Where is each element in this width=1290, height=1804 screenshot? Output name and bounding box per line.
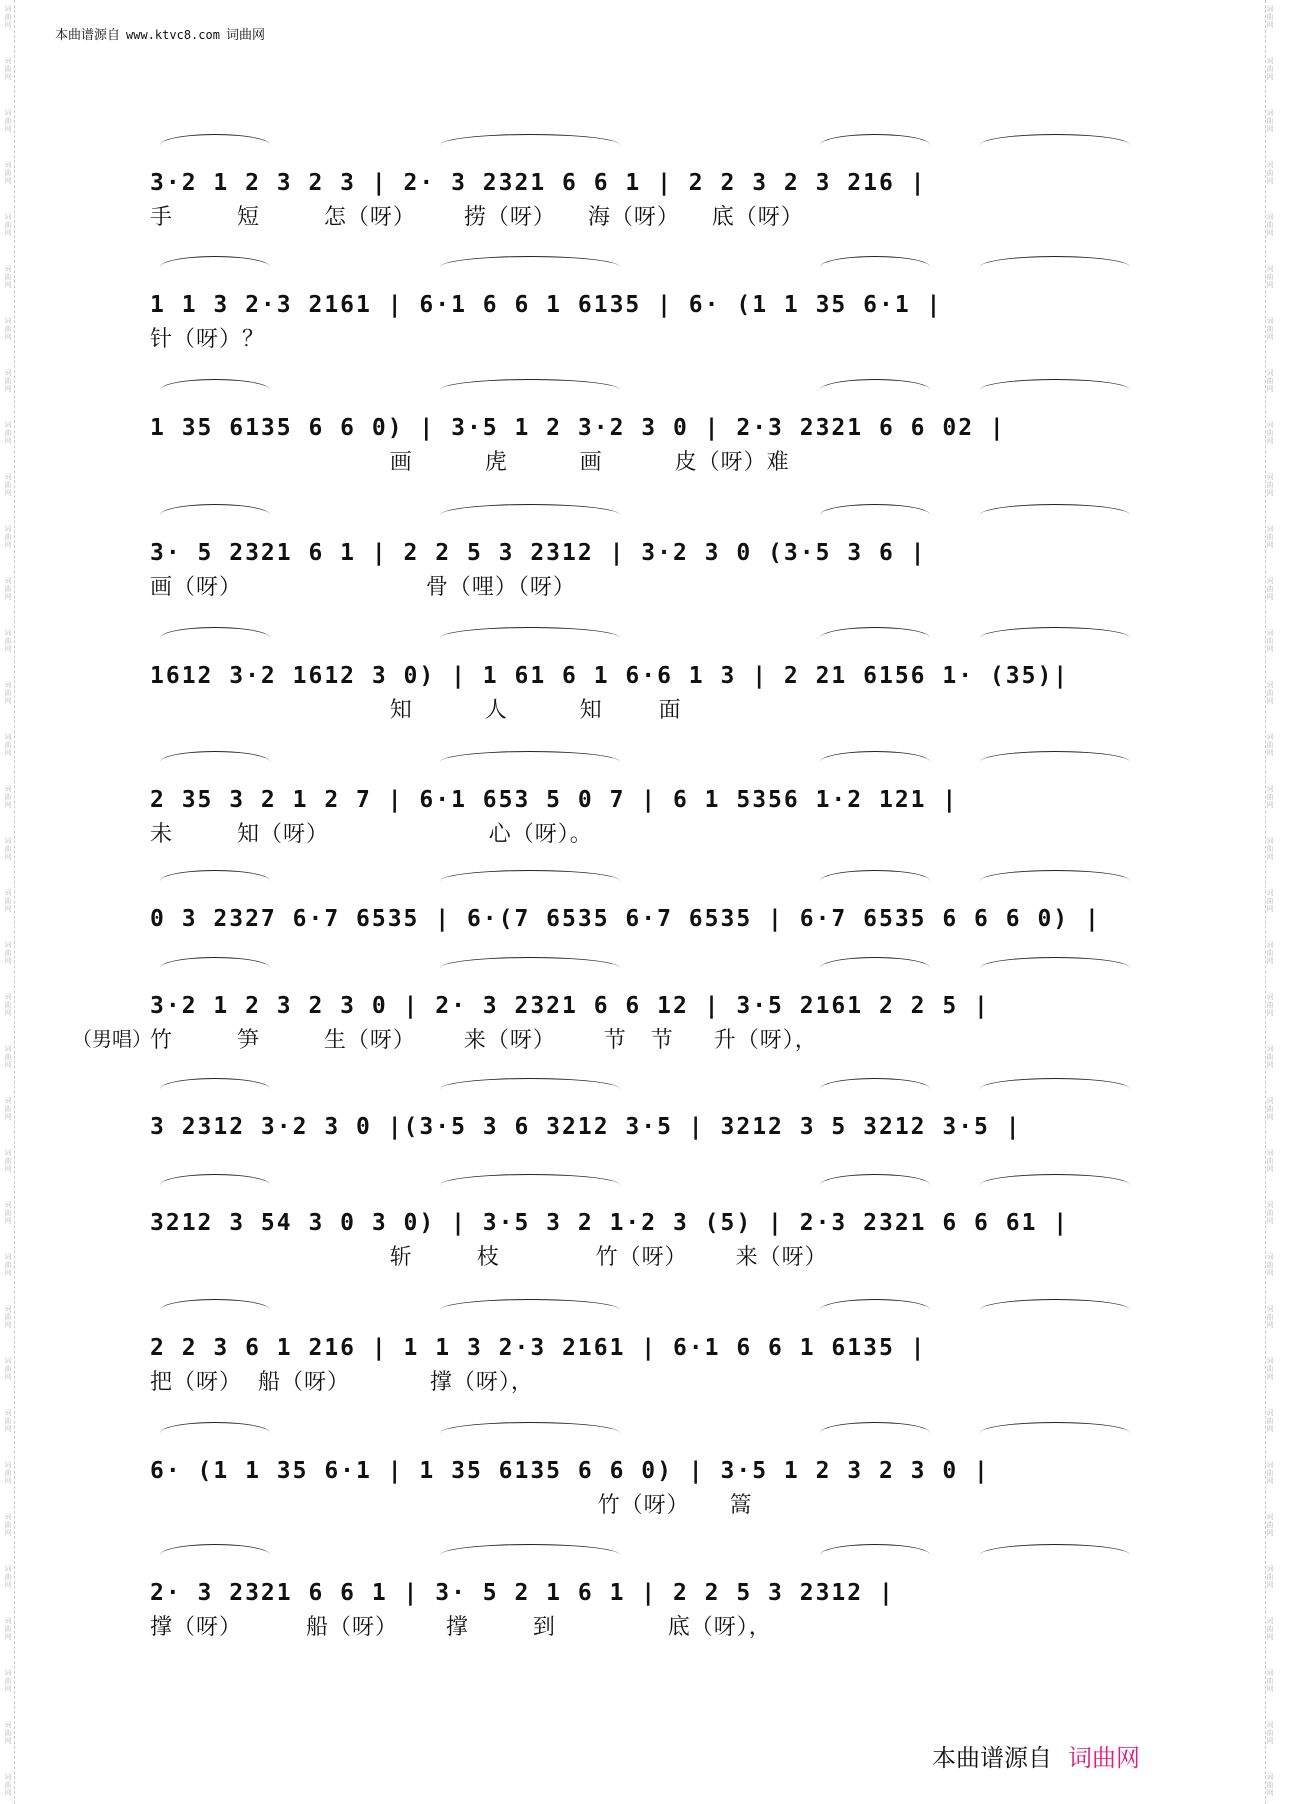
watermark-text: 词曲网 [4,421,12,445]
slur-mark [440,1299,620,1310]
watermark-text: 词曲网 [1266,733,1274,757]
slur-mark [980,751,1130,762]
slur-mark [820,379,930,390]
watermark-text: 词曲网 [1266,1513,1274,1537]
slur-mark [820,504,930,515]
watermark-text: 词曲网 [4,941,12,965]
notation-line: 0 3 2327 6·7 6535 | 6·(7 6535 6·7 6535 | 6·7 6535 6 6 6 0) | [150,906,1101,932]
watermark-text: 词曲网 [1266,525,1274,549]
watermark-text: 词曲网 [1266,369,1274,393]
watermark-text: 词曲网 [1266,1097,1274,1121]
score-system [100,385,1190,495]
watermark-text: 词曲网 [4,525,12,549]
watermark-text: 词曲网 [4,993,12,1017]
slur-mark [980,1299,1130,1310]
watermark-text: 词曲网 [1266,1045,1274,1069]
slur-mark [980,1544,1130,1555]
lyrics-line: 画 虎 画 皮（呀）难 [150,450,790,475]
watermark-text: 词曲网 [4,785,12,809]
watermark-text: 词曲网 [4,889,12,913]
slur-mark [440,1078,620,1089]
watermark-text: 词曲网 [1266,421,1274,445]
slur-mark [440,256,620,267]
footer-prefix: 本曲谱源自 [932,1744,1052,1772]
slur-mark [820,134,930,145]
lyrics-line: 未 知（呀） 心（呀）。 [150,822,593,847]
notation-line: 3 2312 3·2 3 0 |(3·5 3 6 3212 3·5 | 3212 3 5 3212 3·5 | [150,1114,1022,1140]
lyrics-line: 手 短 怎（呀） 捞（呀） 海（呀） 底（呀） [150,205,804,230]
watermark-text: 词曲网 [1266,1253,1274,1277]
watermark-text: 词曲网 [1266,1149,1274,1173]
watermark-text: 词曲网 [1266,1409,1274,1433]
score-system [100,633,1190,743]
slur-mark [160,627,270,638]
slur-mark [440,504,620,515]
watermark-text: 词曲网 [1266,57,1274,81]
watermark-text: 词曲网 [4,1253,12,1277]
watermark-text: 词曲网 [4,213,12,237]
slur-mark [980,627,1130,638]
lyrics-line: 撑（呀） 船（呀） 撑 到 底（呀）， [150,1615,772,1640]
slur-mark [440,751,620,762]
slur-mark [160,1422,270,1433]
watermark-text: 词曲网 [1266,1461,1274,1485]
slur-mark [440,870,620,881]
watermark-text: 词曲网 [1266,1305,1274,1329]
slur-mark [980,256,1130,267]
watermark-text: 词曲网 [1266,577,1274,601]
lyrics-line: 知 人 知 面 [150,698,682,723]
watermark-text: 词曲网 [1266,941,1274,965]
watermark-text: 词曲网 [4,733,12,757]
page-header [55,24,265,43]
score-system [100,1180,1190,1290]
watermark-text: 词曲网 [4,369,12,393]
watermark-text: 词曲网 [4,1149,12,1173]
slur-mark [160,134,270,145]
notation-line: 3·2 1 2 3 2 3 0 | 2· 3 2321 6 6 12 | 3·5 2161 2 2 5 | [150,993,990,1019]
notation-line: 3·2 1 2 3 2 3 | 2· 3 2321 6 6 1 | 2 2 3 2 3 216 | [150,170,927,196]
watermark-text: 词曲网 [4,109,12,133]
watermark-text: 词曲网 [1266,785,1274,809]
lyrics-line: 斩 枝 竹（呀） 来（呀） [150,1245,828,1270]
watermark-text: 词曲网 [1266,837,1274,861]
watermark-text: 词曲网 [1266,993,1274,1017]
notation-line: 1612 3·2 1612 3 0) | 1 61 6 1 6·6 1 3 | 2 21 6156 1· (35)| [150,663,1070,689]
watermark-text: 词曲网 [1266,681,1274,705]
watermark-text: 词曲网 [1266,1201,1274,1225]
watermark-text: 词曲网 [4,1409,12,1433]
notation-line: 6· (1 1 35 6·1 | 1 35 6135 6 6 0) | 3·5 1 2 3 2 3 0 | [150,1458,990,1484]
header-site[interactable]: 词曲网 [225,28,265,43]
slur-mark [820,256,930,267]
watermark-text: 词曲网 [4,265,12,289]
watermark-text: 词曲网 [1266,265,1274,289]
watermark-text: 词曲网 [4,161,12,185]
watermark-text: 词曲网 [4,577,12,601]
slur-mark [820,870,930,881]
watermark-text: 词曲网 [4,629,12,653]
watermark-text: 词曲网 [4,1201,12,1225]
watermark-text: 词曲网 [4,1097,12,1121]
slur-mark [820,1422,930,1433]
slur-mark [980,134,1130,145]
slur-mark [820,1544,930,1555]
watermark-text: 词曲网 [1266,1565,1274,1589]
score-system [100,262,1190,372]
watermark-text: 词曲网 [1266,1357,1274,1381]
score-system [100,757,1190,867]
watermark-text: 词曲网 [1266,109,1274,133]
slur-mark [440,379,620,390]
score-system [100,140,1190,250]
slur-mark [160,504,270,515]
slur-mark [160,1078,270,1089]
slur-mark [160,256,270,267]
score-system [100,1550,1190,1660]
notation-line: 2 2 3 6 1 216 | 1 1 3 2·3 2161 | 6·1 6 6 1 6135 | [150,1335,927,1361]
slur-mark [440,1544,620,1555]
watermark-text: 词曲网 [1266,629,1274,653]
watermark-text: 词曲网 [1266,1721,1274,1745]
watermark-text: 词曲网 [4,1721,12,1745]
header-url[interactable]: www.ktvc8.com [126,28,220,42]
watermark-text: 词曲网 [4,1357,12,1381]
slur-mark [820,1078,930,1089]
slur-mark [440,1422,620,1433]
watermark-text: 词曲网 [1266,1617,1274,1641]
watermark-text: 词曲网 [4,317,12,341]
footer-brand[interactable]: 词曲网 [1068,1744,1140,1772]
watermark-text: 词曲网 [1266,473,1274,497]
slur-mark [980,379,1130,390]
watermark-text: 词曲网 [1266,317,1274,341]
slur-mark [820,751,930,762]
watermark-text: 词曲网 [4,1513,12,1537]
watermark-text: 词曲网 [1266,1669,1274,1693]
score-system [100,1305,1190,1415]
watermark-text: 词曲网 [4,1461,12,1485]
lyrics-line: 竹 笋 生（呀） 来（呀） 节 节 升（呀）， [150,1028,818,1053]
slur-mark [980,504,1130,515]
notation-line: 3212 3 54 3 0 3 0) | 3·5 3 2 1·2 3 (5) | 2·3 2321 6 6 61 | [150,1210,1070,1236]
score-system [100,1428,1190,1538]
slur-mark [980,1422,1130,1433]
watermark-text: 词曲网 [4,1617,12,1641]
watermark-text: 词曲网 [1266,1773,1274,1797]
slur-mark [160,751,270,762]
slur-mark [160,1544,270,1555]
slur-mark [160,379,270,390]
page-footer [932,1738,1140,1773]
lyrics-line: 竹（呀） 篙 [150,1493,753,1518]
slur-mark [820,627,930,638]
watermark-text: 词曲网 [1266,213,1274,237]
header-prefix: 本曲谱源自 [55,28,121,43]
notation-line: 2· 3 2321 6 6 1 | 3· 5 2 1 6 1 | 2 2 5 3 2312 | [150,1580,895,1606]
score-system [100,510,1190,620]
watermark-text: 词曲网 [4,681,12,705]
watermark-text: 词曲网 [4,1773,12,1797]
score-system [72,963,1190,1073]
slur-mark [440,134,620,145]
watermark-text: 词曲网 [4,1669,12,1693]
slur-mark [160,1299,270,1310]
notation-line: 2 35 3 2 1 2 7 | 6·1 653 5 0 7 | 6 1 5356 1·2 121 | [150,787,959,813]
lyrics-line: 画（呀） 骨（哩）（呀） [150,575,576,600]
watermark-text: 词曲网 [4,837,12,861]
watermark-text: 词曲网 [4,57,12,81]
watermark-text: 词曲网 [1266,161,1274,185]
notation-line: 3· 5 2321 6 1 | 2 2 5 3 2312 | 3·2 3 0 (3·5 3 6 | [150,540,927,566]
notation-line: 1 1 3 2·3 2161 | 6·1 6 6 1 6135 | 6· (1 1 35 6·1 | [150,292,943,318]
slur-mark [980,870,1130,881]
watermark-text: 词曲网 [4,1565,12,1589]
notation-line: 1 35 6135 6 6 0) | 3·5 1 2 3·2 3 0 | 2·3 2321 6 6 02 | [150,415,1006,441]
lyrics-line: 把（呀） 船（呀） 撑（呀）， [150,1370,534,1395]
lyrics-line: 针（呀）？ [150,327,266,352]
watermark-text: 词曲网 [4,473,12,497]
watermark-text: 词曲网 [4,1305,12,1329]
watermark-text: 词曲网 [4,1045,12,1069]
slur-mark [980,1078,1130,1089]
watermark-text: 词曲网 [1266,5,1274,29]
singer-role-label: （男唱） [72,1027,152,1051]
watermark-text: 词曲网 [1266,889,1274,913]
slur-mark [440,627,620,638]
watermark-text: 词曲网 [4,5,12,29]
slur-mark [160,870,270,881]
slur-mark [820,1299,930,1310]
